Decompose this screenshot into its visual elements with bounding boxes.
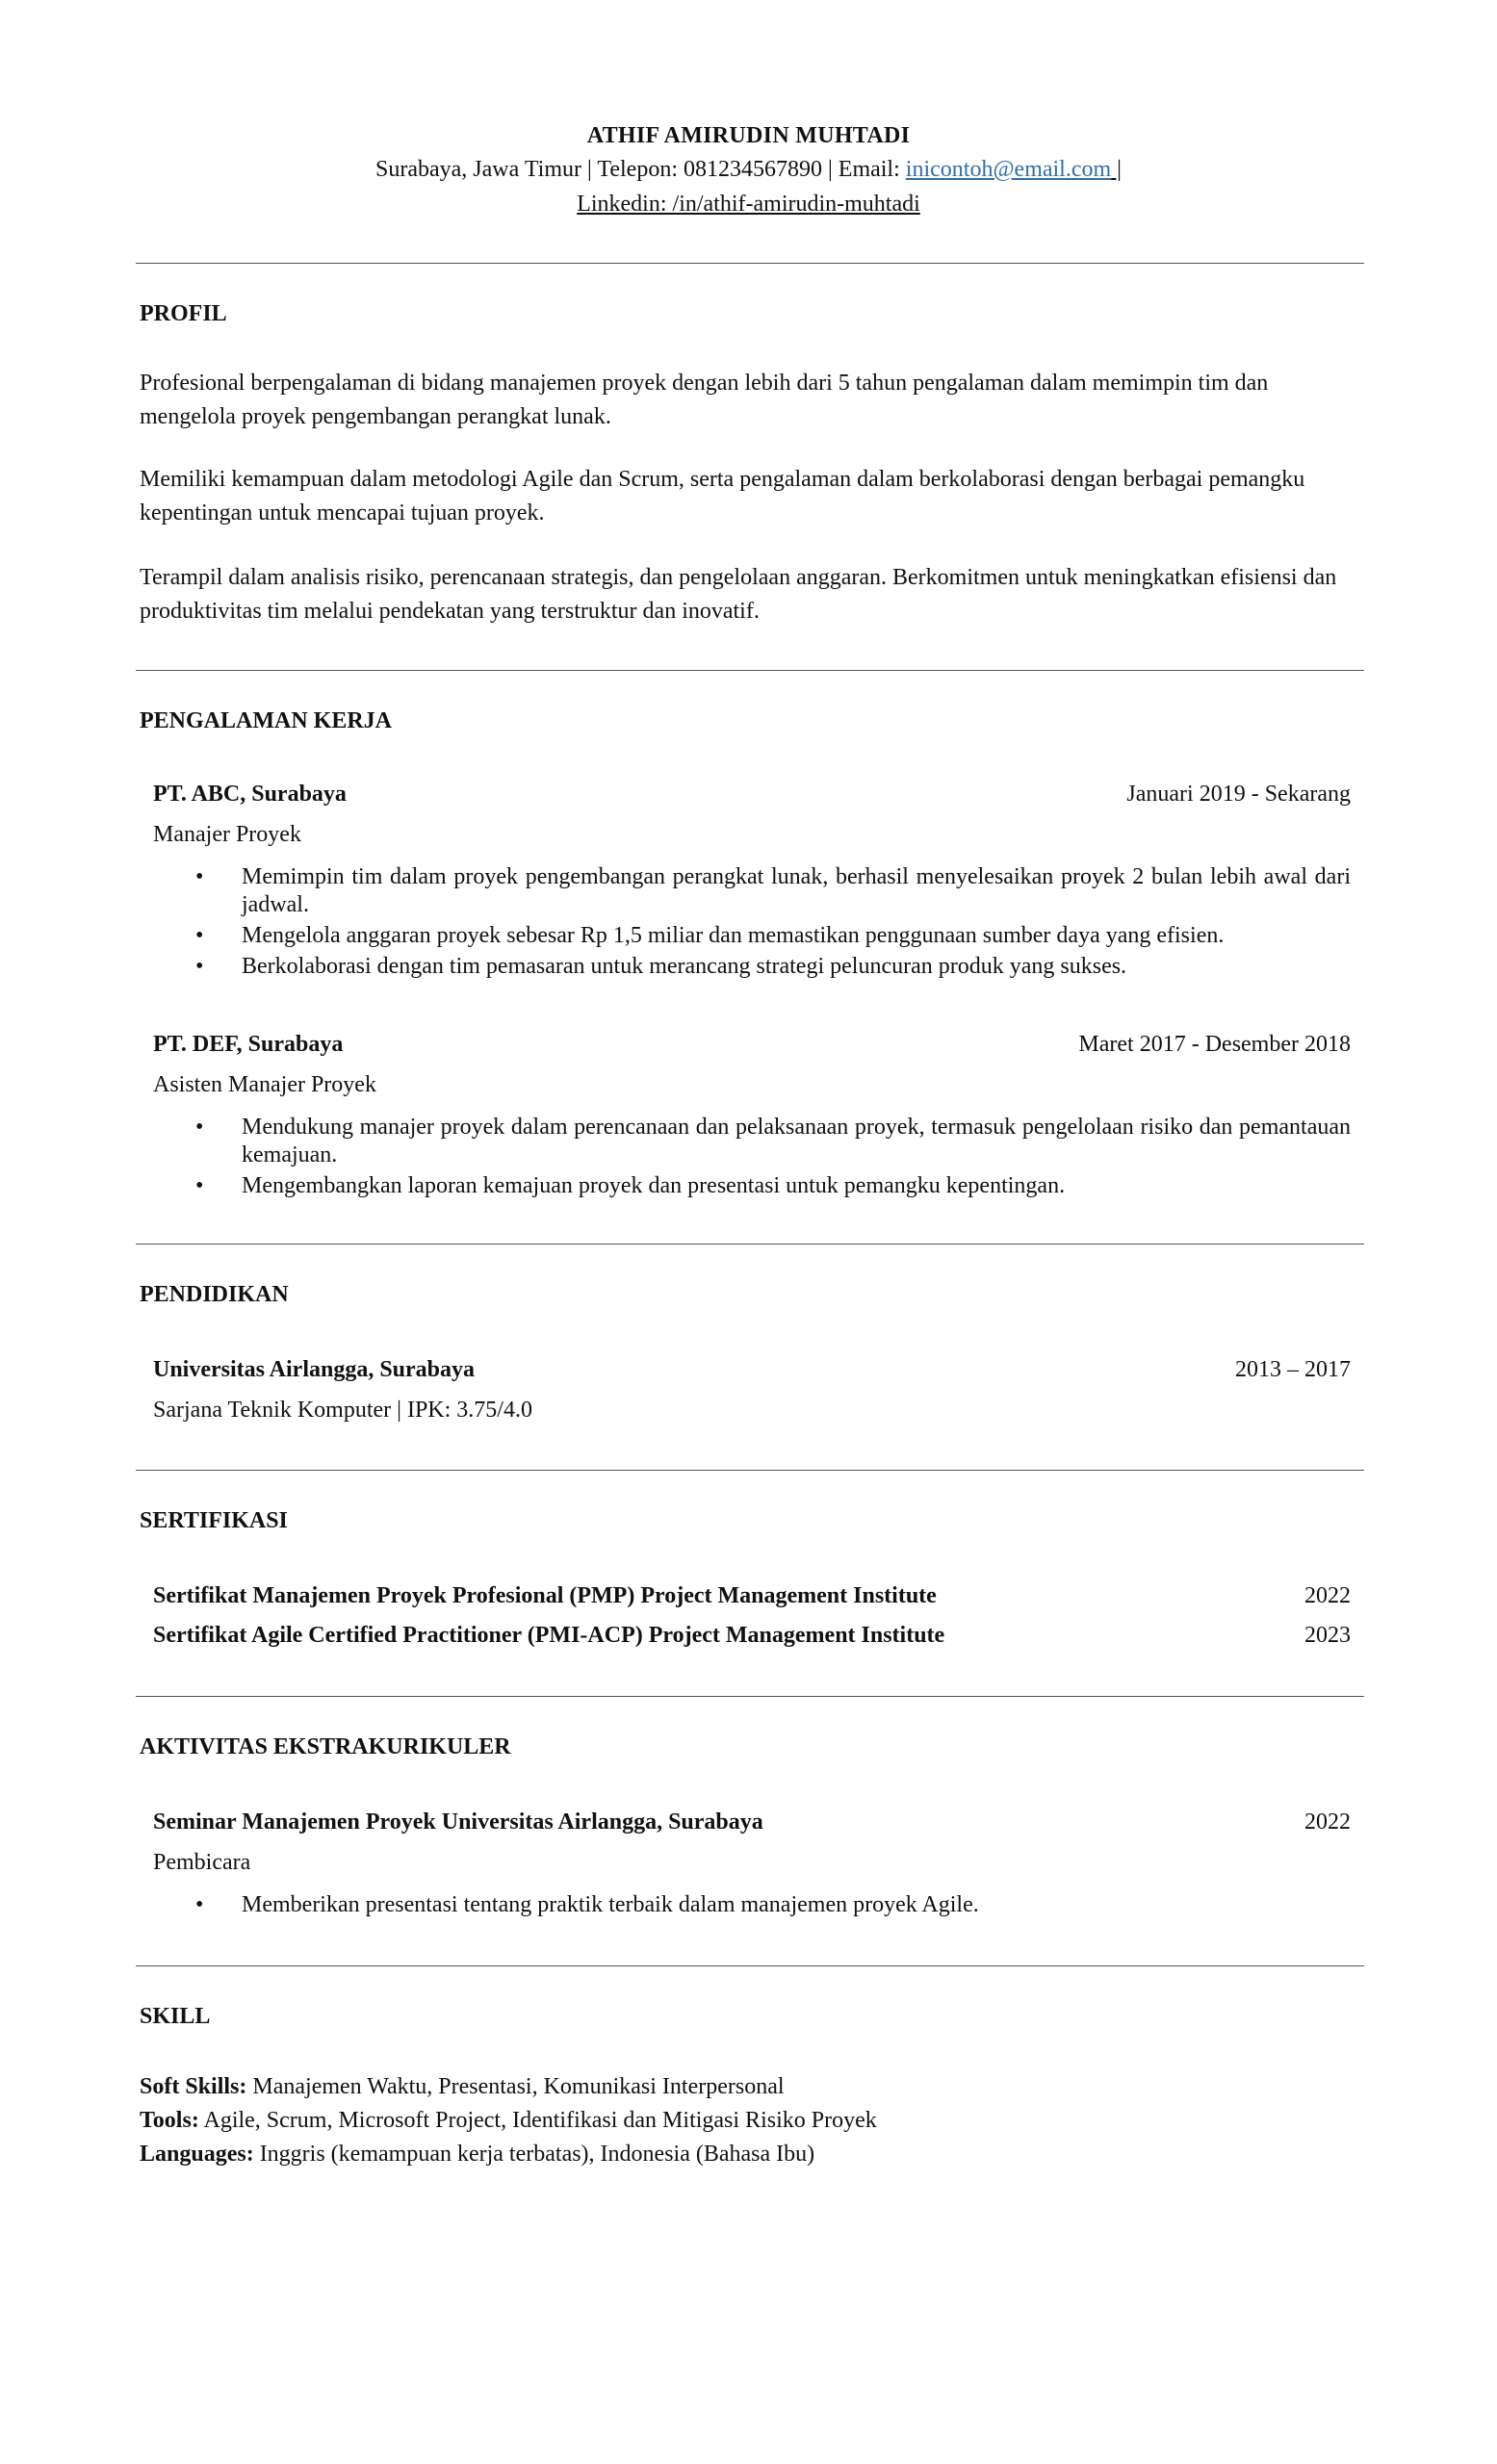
job-period: Januari 2019 - Sekarang bbox=[1126, 782, 1351, 807]
bullet-icon: • bbox=[195, 923, 204, 948]
skill-value: Agile, Scrum, Microsoft Project, Identifikasi dan Mitigasi Risiko Proyek bbox=[198, 2108, 877, 2133]
job-header bbox=[153, 782, 1351, 808]
list-item bbox=[153, 922, 1351, 950]
job-bullets bbox=[153, 863, 1351, 984]
skill-line bbox=[140, 2142, 814, 2168]
job-period: Maret 2017 - Desember 2018 bbox=[1078, 1032, 1351, 1057]
email-link[interactable]: inicontoh@email.com bbox=[905, 157, 1112, 182]
activity-year: 2022 bbox=[1304, 1810, 1351, 1835]
skill-label: Tools: bbox=[140, 2108, 199, 2133]
list-item bbox=[153, 863, 1351, 919]
job-role: Asisten Manajer Proyek bbox=[153, 1072, 376, 1097]
bullet-text: Mengembangkan laporan kemajuan proyek dan presentasi untuk pemangku kepentingan. bbox=[242, 1173, 1066, 1198]
section-heading-pendidikan: PENDIDIKAN bbox=[140, 1282, 289, 1307]
skill-value: Manajemen Waktu, Presentasi, Komunikasi Interpersonal bbox=[246, 2074, 785, 2099]
bullet-icon: • bbox=[195, 864, 204, 889]
education-school: Universitas Airlangga, Surabaya bbox=[153, 1357, 476, 1382]
education-degree: Sarjana Teknik Komputer | IPK: 3.75/4.0 bbox=[153, 1398, 532, 1423]
bullet-icon: • bbox=[195, 1892, 204, 1917]
section-heading-pengalaman-kerja: PENGALAMAN KERJA bbox=[140, 708, 392, 733]
section-heading-profil: PROFIL bbox=[140, 301, 227, 326]
activity-bullets bbox=[153, 1891, 1351, 1922]
job-company: PT. ABC, Surabaya bbox=[153, 782, 347, 807]
divider bbox=[136, 263, 1364, 264]
bullet-icon: • bbox=[195, 1115, 204, 1140]
divider bbox=[136, 670, 1364, 671]
divider bbox=[136, 1244, 1364, 1245]
linkedin-link[interactable]: Linkedin: /in/athif-amirudin-muhtadi bbox=[577, 192, 920, 217]
profile-paragraph: Profesional berpengalaman di bidang manajemen proyek dengan lebih dari 5 tahun pengalaman dalam memimpin tim dan mengelola proyek pengembangan perangkat lunak. bbox=[140, 371, 1269, 429]
list-item bbox=[153, 1114, 1351, 1169]
activity-role: Pembicara bbox=[153, 1850, 251, 1875]
skill-line bbox=[140, 2108, 877, 2134]
section-heading-skill: SKILL bbox=[140, 2004, 211, 2029]
bullet-icon: • bbox=[195, 954, 204, 979]
certification-item bbox=[153, 1623, 1351, 1649]
certification-year: 2022 bbox=[1304, 1583, 1351, 1608]
divider bbox=[136, 1696, 1364, 1697]
bullet-text: Mengelola anggaran proyek sebesar Rp 1,5 miliar dan memastikan penggunaan sumber daya yang efisien. bbox=[242, 923, 1225, 948]
bullet-text: Memimpin tim dalam proyek pengembangan perangkat lunak, berhasil menyelesaikan proyek 2 bulan lebih awal dari jadwal. bbox=[242, 864, 1351, 917]
job-bullets bbox=[153, 1114, 1351, 1203]
profile-paragraph: Terampil dalam analisis risiko, perencanaan strategis, dan pengelolaan anggaran. Berkomitmen untuk meningkatkan efisiensi dan produktivitas tim melalui pendekatan yang terstruktur dan inovatif. bbox=[140, 565, 1337, 624]
certification-name: Sertifikat Manajemen Proyek Profesional (PMP) Project Management Institute bbox=[153, 1583, 937, 1608]
bullet-text: Mendukung manajer proyek dalam perencanaan dan pelaksanaan proyek, termasuk pengelolaan risiko dan pemantauan kemajuan. bbox=[242, 1115, 1351, 1168]
divider bbox=[136, 1965, 1364, 1966]
list-item bbox=[153, 953, 1351, 981]
linkedin-line bbox=[0, 192, 1497, 218]
job-role: Manajer Proyek bbox=[153, 822, 301, 847]
education-header bbox=[153, 1357, 1351, 1383]
certification-item bbox=[153, 1583, 1351, 1609]
skill-line bbox=[140, 2074, 785, 2100]
section-heading-sertifikasi: SERTIFIKASI bbox=[140, 1508, 288, 1533]
job-company: PT. DEF, Surabaya bbox=[153, 1032, 344, 1057]
contact-details: Surabaya, Jawa Timur | Telepon: 081234567890 | Email: bbox=[375, 157, 906, 182]
certification-year: 2023 bbox=[1304, 1623, 1351, 1648]
education-period: 2013 – 2017 bbox=[1235, 1357, 1351, 1382]
activity-event: Seminar Manajemen Proyek Universitas Airlangga, Surabaya bbox=[153, 1810, 763, 1835]
bullet-text: Berkolaborasi dengan tim pemasaran untuk merancang strategi peluncuran produk yang sukses. bbox=[242, 954, 1127, 979]
list-item bbox=[153, 1891, 1351, 1919]
section-heading-aktivitas: AKTIVITAS EKSTRAKURIKULER bbox=[140, 1734, 511, 1759]
candidate-name: ATHIF AMIRUDIN MUHTADI bbox=[586, 123, 911, 148]
skill-label: Soft Skills: bbox=[140, 2074, 247, 2099]
job-header bbox=[153, 1032, 1351, 1058]
bullet-text: Memberikan presentasi tentang praktik terbaik dalam manajemen proyek Agile. bbox=[242, 1892, 979, 1917]
activity-header bbox=[153, 1810, 1351, 1835]
certification-name: Sertifikat Agile Certified Practitioner (PMI-ACP) Project Management Institute bbox=[153, 1623, 945, 1648]
contact-separator: | bbox=[1111, 157, 1122, 182]
skill-value: Inggris (kemampuan kerja terbatas), Indonesia (Bahasa Ibu) bbox=[253, 2142, 815, 2167]
list-item bbox=[153, 1172, 1351, 1200]
divider bbox=[136, 1470, 1364, 1471]
bullet-icon: • bbox=[195, 1173, 204, 1198]
contact-line bbox=[0, 157, 1497, 183]
skill-label: Languages: bbox=[140, 2142, 254, 2167]
profile-paragraph: Memiliki kemampuan dalam metodologi Agile dan Scrum, serta pengalaman dalam berkolaborasi dengan berbagai pemangku kepentingan untuk mencapai tujuan proyek. bbox=[140, 467, 1305, 526]
